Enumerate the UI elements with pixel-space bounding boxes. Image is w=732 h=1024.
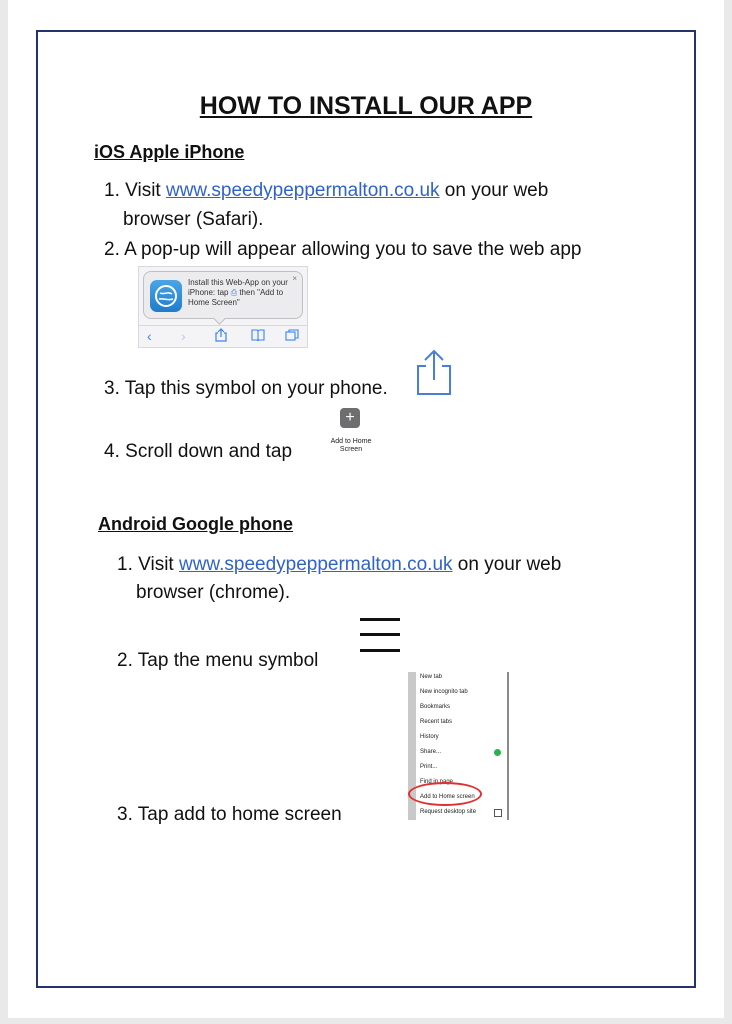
android-step-1-suffix: on your web (452, 554, 562, 575)
android-step-3-number: 3. (117, 804, 133, 825)
menu-item: Print... (420, 764, 438, 770)
ios-step-4-text: Scroll down and tap (125, 441, 293, 462)
ios-step-3-text: Tap this symbol on your phone. (124, 378, 388, 399)
forward-icon: › (181, 328, 186, 344)
android-step-2-number: 2. (117, 650, 133, 671)
chrome-menu-screenshot (408, 672, 510, 820)
tabs-icon (285, 328, 299, 344)
android-step-1 (117, 554, 561, 576)
ios-step-1-suffix: on your web (439, 180, 549, 201)
checkbox-icon (494, 809, 502, 817)
bubble-text-a: Install this Web-App on your iPhone: tap (188, 278, 288, 297)
share-icon (412, 348, 456, 396)
document-page (8, 0, 724, 1018)
ios-heading: iOS Apple iPhone (94, 142, 245, 162)
globe-icon (150, 280, 182, 312)
ios-step-2-text: A pop-up will appear allowing you to save the web app (124, 239, 582, 260)
ios-step-2-number: 2. (104, 239, 120, 260)
android-step-2-text: Tap the menu symbol (137, 650, 319, 671)
menu-item: Request desktop site (420, 809, 477, 815)
ios-step-1-prefix: Visit (125, 180, 166, 201)
menu-item: New tab (420, 674, 443, 680)
page-border (36, 30, 696, 988)
ios-website-link[interactable]: www.speedypeppermalton.co.uk (165, 180, 440, 201)
ios-step-1 (104, 180, 548, 202)
android-step-2 (117, 650, 318, 672)
share-small-icon: ⎙ (230, 288, 238, 297)
add-to-home-screen-label: Add to Home Screen (330, 438, 372, 453)
menu-item: Bookmarks (420, 704, 451, 710)
ios-popup-screenshot (138, 266, 308, 348)
add-to-home-screen-tile (326, 404, 376, 456)
bubble-text-b: then "Add to Home Screen" (188, 288, 284, 307)
highlight-circle (408, 782, 482, 806)
hamburger-menu-icon (360, 618, 400, 654)
android-step-1-number: 1. (117, 554, 133, 575)
ios-step-3 (104, 378, 388, 400)
android-step-3-text: Tap add to home screen (137, 804, 342, 825)
ios-step-4-number: 4. (104, 441, 120, 462)
android-step-1-line2: browser (chrome). (136, 582, 291, 603)
whatsapp-icon (494, 749, 501, 756)
android-website-link[interactable]: www.speedypeppermalton.co.uk (178, 554, 453, 575)
menu-item-add-to-home-screen: Add to Home screen (420, 794, 475, 800)
install-bubble (143, 271, 303, 319)
android-heading: Android Google phone (98, 514, 293, 534)
menu-item: Find in page (420, 779, 454, 785)
ios-step-3-number: 3. (104, 378, 120, 399)
android-step-1-prefix: Visit (138, 554, 179, 575)
ios-step-1-number: 1. (104, 180, 120, 201)
menu-item: History (420, 734, 439, 740)
page-title: HOW TO INSTALL OUR APP (199, 92, 533, 120)
android-step-3 (117, 804, 342, 826)
ios-step-1-line2: browser (Safari). (123, 209, 264, 230)
back-icon: ‹ (147, 328, 152, 344)
safari-toolbar (139, 325, 307, 348)
menu-item: Share... (420, 749, 442, 755)
ios-step-4 (104, 441, 292, 463)
bookmarks-icon (251, 328, 265, 344)
menu-scroll-edge (507, 672, 509, 820)
share-icon (215, 328, 227, 345)
menu-item: New incognito tab (420, 689, 468, 695)
ios-step-2 (104, 239, 581, 261)
close-icon: × (292, 274, 297, 283)
install-bubble-text (188, 278, 300, 308)
menu-item: Recent tabs (420, 719, 453, 725)
plus-icon: + (340, 408, 360, 428)
